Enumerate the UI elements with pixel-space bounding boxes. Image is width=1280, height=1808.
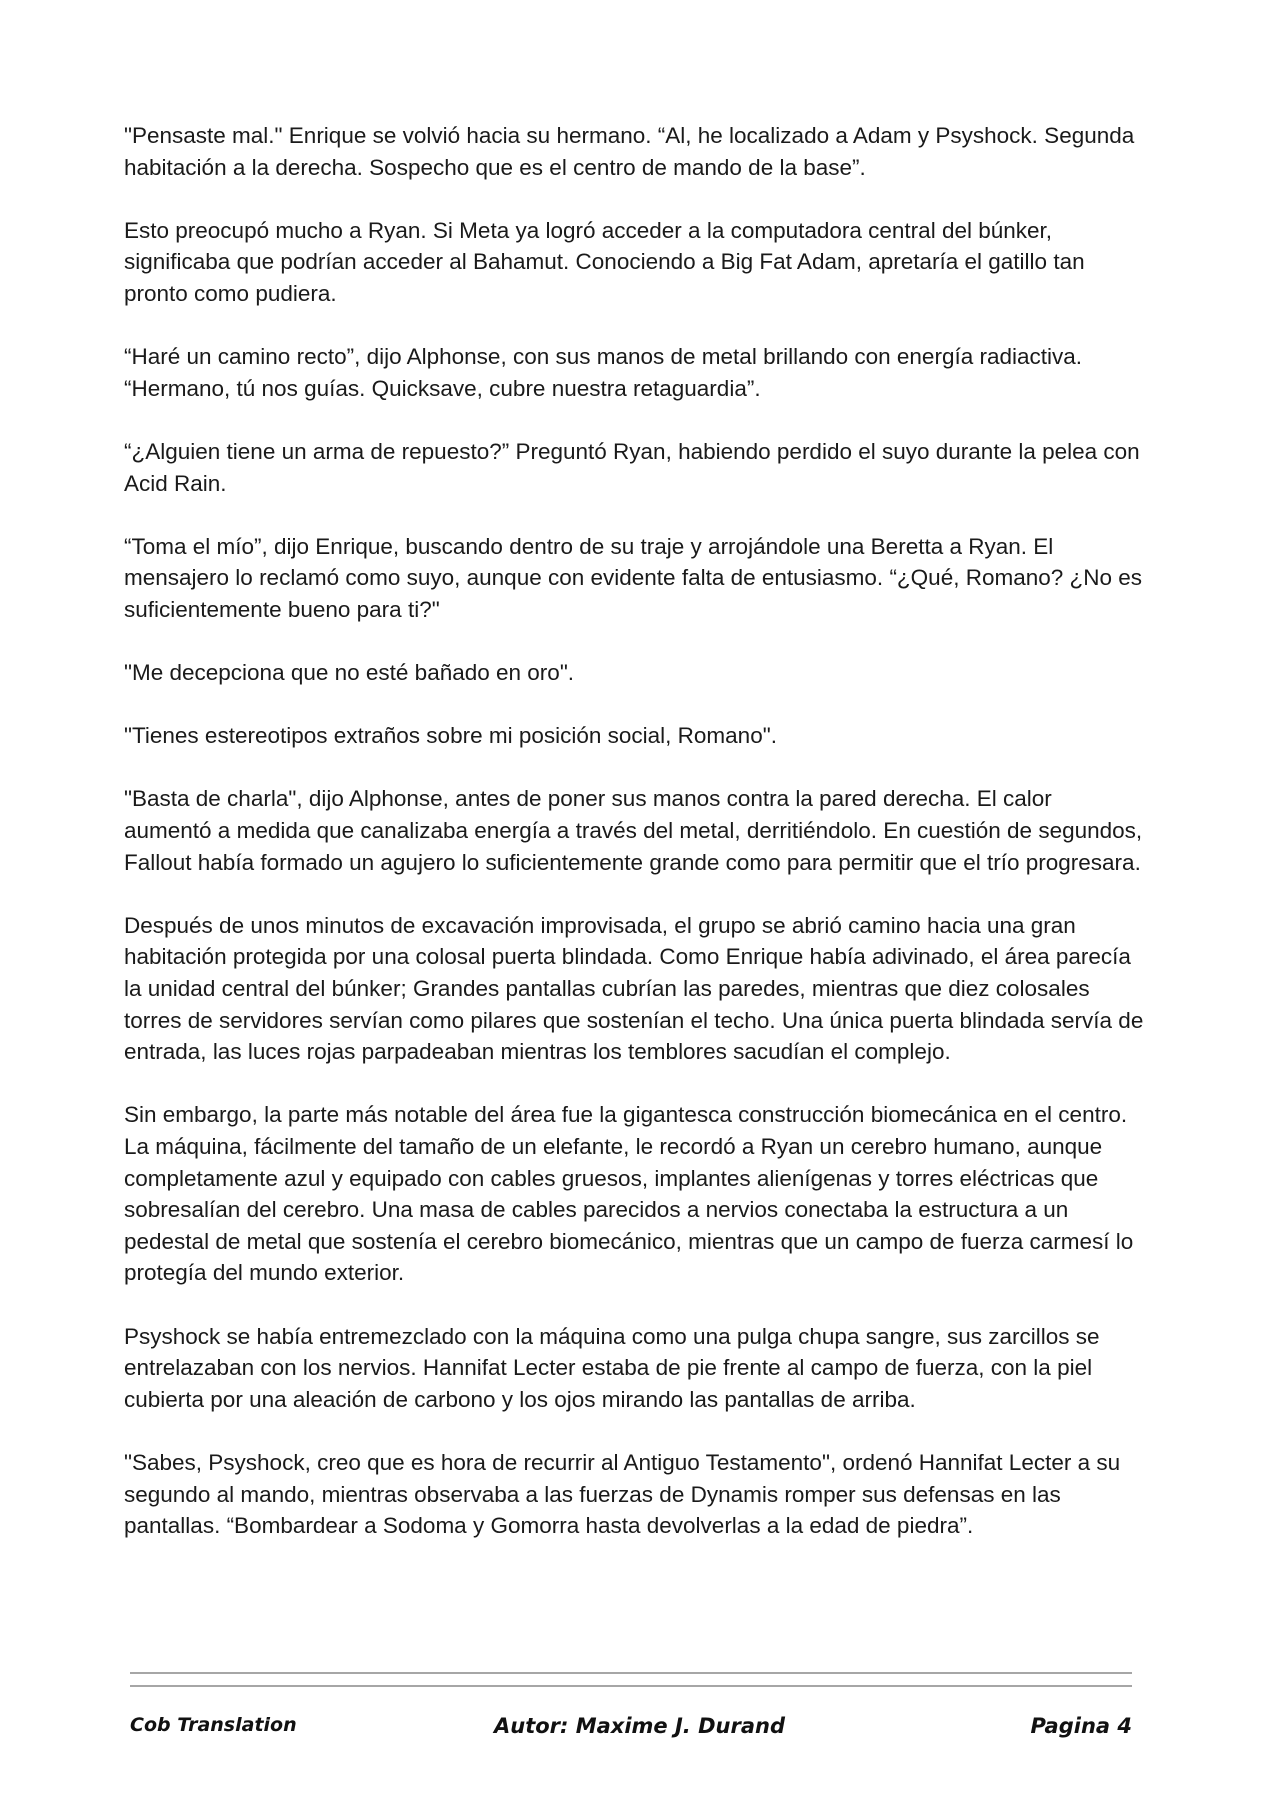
- paragraph: "Me decepciona que no esté bañado en oro".: [124, 660, 575, 686]
- footer-author: Autor: Maxime J. Durand: [494, 1714, 785, 1738]
- footer-divider-bottom: [130, 1685, 1132, 1687]
- paragraph: Esto preocupó mucho a Ryan. Si Meta ya logró acceder a la computadora central del búnker, significaba que podrían acceder al Bahamut. Conociendo a Big Fat Adam, apretaría el gatillo tan pronto como pudiera.: [124, 217, 1085, 306]
- footer-page-number: Pagina 4: [1030, 1714, 1132, 1738]
- paragraph: Psyshock se había entremezclado con la máquina como una pulga chupa sangre, sus zarcillos se entrelazaban con los nervios. Hannifat Lecter estaba de pie frente al campo de fuerza, con la piel cubierta por una aleación de carbono y los ojos mirando las pantallas de arriba.: [124, 1323, 1100, 1412]
- paragraph: “¿Alguien tiene un arma de repuesto?” Preguntó Ryan, habiendo perdido el suyo durante la pelea con Acid Rain.: [124, 438, 1140, 496]
- paragraph: “Toma el mío”, dijo Enrique, buscando dentro de su traje y arrojándole una Beretta a Ryan. El mensajero lo reclamó como suyo, aunque con evidente falta de entusiasmo. “¿Qué, Romano? ¿No es suficientemente bueno para ti?": [124, 533, 1143, 622]
- footer-translator: Cob Translation: [130, 1714, 297, 1736]
- paragraph: Después de unos minutos de excavación improvisada, el grupo se abrió camino hacia una gran habitación protegida por una colosal puerta blindada. Como Enrique había adivinado, el área parecía la unidad central del búnker; Grandes pantallas cubrían las paredes, mientras que diez colosales torres de servidores servían como pilares que sostenían el techo. Una única puerta blindada servía de entrada, las luces rojas parpadeaban mientras los temblores sacudían el complejo.: [124, 912, 1144, 1065]
- paragraph: Sin embargo, la parte más notable del área fue la gigantesca construcción biomecánica en el centro. La máquina, fácilmente del tamaño de un elefante, le recordó a Ryan un cerebro humano, aunque completamente azul y equipado con cables gruesos, implantes alienígenas y torres eléctricas que sobresalían del cerebro. Una masa de cables parecidos a nervios conectaba la estructura a un pedestal de metal que sostenía el cerebro biomecánico, mientras que un campo de fuerza carmesí lo protegía del mundo exterior.: [124, 1102, 1134, 1286]
- paragraph: "Basta de charla", dijo Alphonse, antes de poner sus manos contra la pared derecha. El calor aumentó a medida que canalizaba energía a través del metal, derritiéndolo. En cuestión de segundos, Fallout había formado un agujero lo suficientemente grande como para permitir que el trío progresara.: [124, 786, 1143, 875]
- paragraph: “Haré un camino recto”, dijo Alphonse, con sus manos de metal brillando con energía radiactiva. “Hermano, tú nos guías. Quicksave, cubre nuestra retaguardia”.: [124, 344, 1083, 401]
- paragraph: "Sabes, Psyshock, creo que es hora de recurrir al Antiguo Testamento", ordenó Hannifat Lecter a su segundo al mando, mientras observaba a las fuerzas de Dynamis romper sus defensas en las pantallas. “Bombardear a Sodoma y Gomorra hasta devolverlas a la edad de piedra”.: [124, 1449, 1121, 1539]
- footer-divider-top: [130, 1672, 1132, 1674]
- document-body: [124, 120, 1144, 1573]
- paragraph: "Pensaste mal." Enrique se volvió hacia su hermano. “Al, he localizado a Adam y Psyshock. Segunda habitación a la derecha. Sospecho que es el centro de mando de la base”.: [124, 123, 1135, 180]
- page-footer: [130, 1714, 1132, 1748]
- paragraph: "Tienes estereotipos extraños sobre mi posición social, Romano".: [124, 723, 777, 749]
